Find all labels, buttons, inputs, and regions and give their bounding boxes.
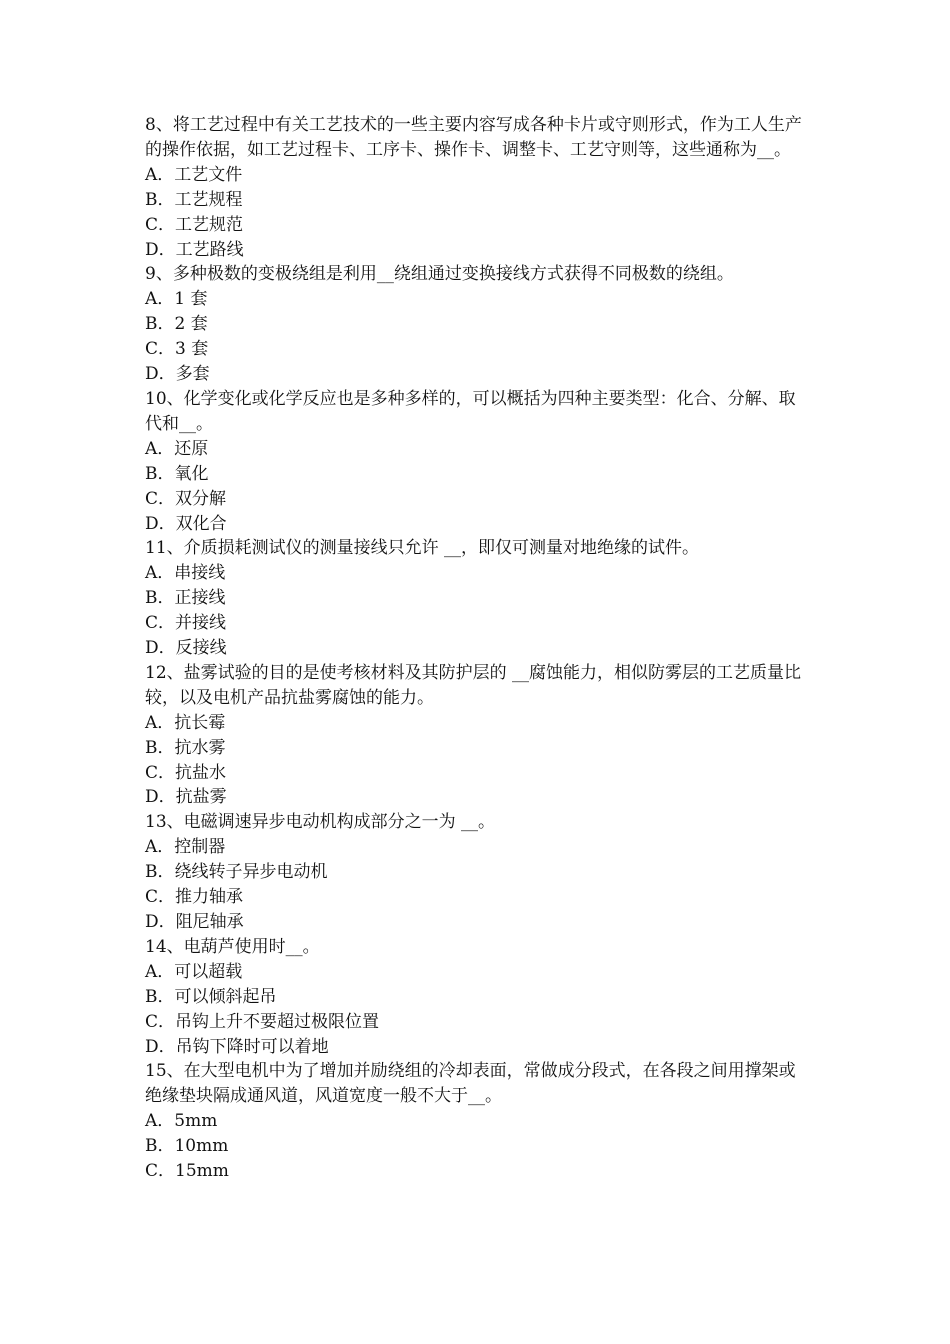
question-10-option-b: B．氧化 [145,463,209,484]
question-12-option-d: D．抗盐雾 [145,787,227,808]
question-9-option-d: D．多套 [145,364,210,385]
question-11-option-d: D．反接线 [145,638,227,659]
question-11-option-b: B．正接线 [145,588,226,609]
question-14-option-c: C．吊钩上升不要超过极限位置 [145,1011,380,1032]
question-8: 8、将工艺过程中有关工艺技术的一些主要内容写成各种卡片或守则形式，作为工人生产的操作依据，如工艺过程卡、工序卡、操作卡、调整卡、工艺守则等，这些通称为__。 [145,115,802,160]
question-8-option-d: D．工艺路线 [145,239,244,260]
question-13-option-c: C．推力轴承 [145,887,244,908]
question-14-option-b: B．可以倾斜起吊 [145,986,277,1007]
question-13-option-a: A．控制器 [145,837,226,858]
question-12-option-a: A．抗长霉 [145,712,226,733]
question-8-option-b: B．工艺规程 [145,189,243,210]
question-13-option-d: D．阻尼轴承 [145,912,244,932]
question-10-option-d: D．双化合 [145,513,227,534]
question-8-option-a: A．工艺文件 [145,164,243,185]
question-13: 13、电磁调速异步电动机构成部分之一为 __。 [145,812,496,833]
question-10: 10、化学变化或化学反应也是多种多样的，可以概括为四种主要类型：化合、分解、取代和__。 [145,388,796,434]
question-14: 14、电葫芦使用时__。 [145,936,320,957]
question-10-option-a: A．还原 [145,438,209,459]
question-list [145,113,810,1184]
question-15-option-b: B．10mm [145,1136,229,1157]
question-12-option-b: B．抗水雾 [145,737,226,758]
question-14-option-a: A．可以超载 [145,961,243,982]
question-9-option-c: C．3 套 [145,339,209,360]
question-11-option-a: A．串接线 [145,563,226,584]
question-12-option-c: C．抗盐水 [145,762,227,783]
question-14-option-d: D．吊钩下降时可以着地 [145,1036,329,1057]
question-15-option-a: A．5mm [145,1111,218,1132]
question-11-option-c: C．并接线 [145,613,227,634]
question-10-option-c: C．双分解 [145,488,227,509]
question-9: 9、多种极数的变极绕组是利用__绕组通过变换接线方式获得不同极数的绕组。 [145,264,734,285]
question-9-option-b: B．2 套 [145,314,208,335]
question-9-option-a: A．1 套 [145,289,208,310]
question-15: 15、在大型电机中为了增加并励绕组的冷却表面，常做成分段式，在各段之间用撑架或绝缘垫块隔成通风道，风道宽度一般不大于__。 [145,1061,796,1107]
question-11: 11、介质损耗测试仪的测量接线只允许 __，即仅可测量对地绝缘的试件。 [145,538,700,559]
question-8-option-c: C．工艺规范 [145,214,244,235]
question-13-option-b: B．绕线转子异步电动机 [145,862,328,883]
question-12: 12、盐雾试验的目的是使考核材料及其防护层的 __腐蚀能力，相似防雾层的工艺质量比较，以及电机产品抗盐雾腐蚀的能力。 [145,662,802,708]
question-15-option-c: C．15mm [145,1161,229,1182]
